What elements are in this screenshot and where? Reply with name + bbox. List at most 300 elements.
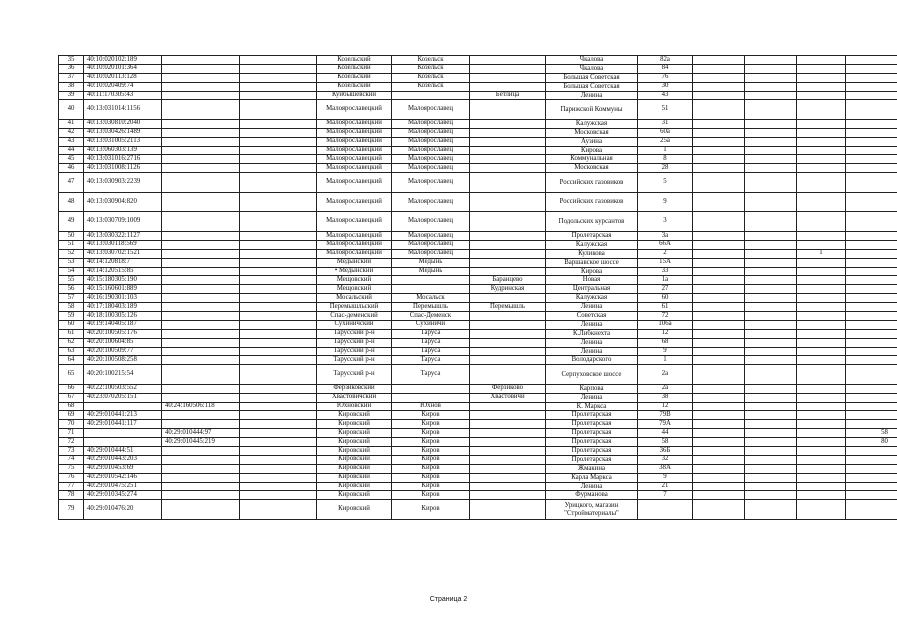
cell-street: Новая	[546, 276, 638, 285]
cell-cadastral-number: 40:19:140405:187	[84, 320, 162, 329]
cell-extra-1	[693, 294, 745, 303]
cell-city: Малоярославец	[392, 240, 470, 249]
table-row	[59, 91, 897, 100]
cell-locality	[470, 64, 546, 73]
cell-locality	[470, 329, 546, 338]
cell-cadastral-number: 40:20:100509:77	[84, 347, 162, 356]
cell-empty	[240, 393, 317, 402]
cell-street: Калужская	[546, 294, 638, 303]
cell-house: 8	[638, 155, 693, 164]
cell-cadastral-number-alt	[162, 294, 240, 303]
cell-extra-3	[797, 464, 846, 473]
cell-city: Козельск	[392, 64, 470, 73]
cell-empty	[240, 128, 317, 137]
cell-district: Малоярославецкий	[317, 155, 392, 164]
cell-house: 33	[638, 267, 693, 276]
cell-extra-1	[693, 173, 745, 193]
cell-row-number: 71	[59, 429, 84, 438]
cell-row-number: 76	[59, 473, 84, 482]
cell-row-number: 48	[59, 192, 84, 212]
cell-cadastral-number-alt	[162, 91, 240, 100]
table-row	[59, 146, 897, 155]
cell-empty	[240, 347, 317, 356]
cell-extra-2	[745, 347, 797, 356]
cell-cadastral-number: 40:29:010441:117	[84, 420, 162, 429]
cell-street: Жмакина	[546, 464, 638, 473]
cell-row-number: 72	[59, 438, 84, 447]
cell-extra-1	[693, 429, 745, 438]
cell-extra-1	[693, 155, 745, 164]
cell-row-number: 68	[59, 402, 84, 411]
cell-empty	[240, 212, 317, 232]
cell-row-number: 77	[59, 482, 84, 491]
cell-empty	[240, 276, 317, 285]
cell-district: Тарусский р-н	[317, 356, 392, 365]
cell-locality: Хвастовичи	[470, 393, 546, 402]
cell-house: 21	[638, 482, 693, 491]
cell-extra-4	[846, 137, 897, 146]
cell-city: Малоярославец	[392, 173, 470, 193]
cell-cadastral-number: 40:29:010475:251	[84, 482, 162, 491]
cell-cadastral-number: 40:13:031008:1126	[84, 164, 162, 173]
cell-street: Пролетарская	[546, 231, 638, 240]
cell-cadastral-number-alt	[162, 128, 240, 137]
cell-locality	[470, 240, 546, 249]
cell-empty	[240, 438, 317, 447]
table-row	[59, 231, 897, 240]
cell-cadastral-number	[84, 402, 162, 411]
cell-cadastral-number-alt	[162, 146, 240, 155]
cell-cadastral-number-alt	[162, 231, 240, 240]
cell-row-number: 39	[59, 91, 84, 100]
table-row	[59, 491, 897, 500]
cell-extra-4	[846, 73, 897, 82]
cell-house: 9	[638, 347, 693, 356]
cell-city: Киров	[392, 411, 470, 420]
cell-district: Юхновский	[317, 402, 392, 411]
cell-extra-3	[797, 438, 846, 447]
cell-street: Московская	[546, 128, 638, 137]
cell-city: Киров	[392, 464, 470, 473]
cell-empty	[240, 464, 317, 473]
cell-empty	[240, 73, 317, 82]
cell-extra-2	[745, 365, 797, 384]
cell-extra-1	[693, 231, 745, 240]
cell-empty	[240, 192, 317, 212]
cell-cadastral-number: 40:13:030426:1489	[84, 128, 162, 137]
cell-locality: Перемышль	[470, 303, 546, 312]
cell-house: 61	[638, 303, 693, 312]
cell-city: Таруса	[392, 338, 470, 347]
cell-empty	[240, 231, 317, 240]
cell-house: 66А	[638, 240, 693, 249]
cell-district: Козельский	[317, 56, 392, 65]
cell-extra-4	[846, 82, 897, 91]
cell-extra-1	[693, 73, 745, 82]
table-row	[59, 365, 897, 384]
cell-row-number: 50	[59, 231, 84, 240]
cell-house: 12	[638, 402, 693, 411]
cell-empty	[240, 82, 317, 91]
cell-extra-4	[846, 338, 897, 347]
cell-house: 2а	[638, 365, 693, 384]
cell-cadastral-number-alt: 40:29:010445:219	[162, 438, 240, 447]
cell-district: Кировский	[317, 455, 392, 464]
table-row	[59, 429, 897, 438]
cell-empty	[240, 173, 317, 193]
cell-row-number: 70	[59, 420, 84, 429]
cell-extra-2	[745, 500, 797, 520]
address-table	[58, 55, 897, 520]
cell-street: Варшавское шоссе	[546, 258, 638, 267]
cell-extra-2	[745, 429, 797, 438]
cell-district: Малоярославецкий	[317, 137, 392, 146]
cell-locality	[470, 420, 546, 429]
cell-extra-3	[797, 173, 846, 193]
cell-city: Киров	[392, 420, 470, 429]
cell-extra-3	[797, 320, 846, 329]
cell-extra-2	[745, 91, 797, 100]
cell-street: Большая Советская	[546, 82, 638, 91]
cell-extra-3	[797, 285, 846, 294]
cell-extra-1	[693, 128, 745, 137]
cell-extra-1	[693, 356, 745, 365]
cell-district: Малоярославецкий	[317, 146, 392, 155]
cell-extra-4	[846, 146, 897, 155]
cell-cadastral-number-alt	[162, 320, 240, 329]
cell-locality	[470, 473, 546, 482]
cell-house: 51	[638, 100, 693, 119]
cell-cadastral-number-alt	[162, 82, 240, 91]
cell-row-number: 73	[59, 446, 84, 455]
cell-cadastral-number: 40:10:020102:189	[84, 56, 162, 65]
cell-extra-1	[693, 438, 745, 447]
cell-extra-4	[846, 420, 897, 429]
cell-city	[392, 393, 470, 402]
cell-empty	[240, 91, 317, 100]
cell-house: 58	[638, 438, 693, 447]
cell-extra-3	[797, 365, 846, 384]
cell-district: Куйбышевский	[317, 91, 392, 100]
cell-empty	[240, 320, 317, 329]
cell-street: Ленина	[546, 338, 638, 347]
cell-district: Козельский	[317, 64, 392, 73]
cell-street: Российских газовиков	[546, 173, 638, 193]
cell-row-number: 47	[59, 173, 84, 193]
cell-row-number: 44	[59, 146, 84, 155]
cell-extra-3	[797, 100, 846, 119]
cell-cadastral-number: 40:13:030903:2239	[84, 173, 162, 193]
cell-extra-2	[745, 464, 797, 473]
cell-house: 1	[638, 146, 693, 155]
cell-extra-4	[846, 276, 897, 285]
cell-extra-4	[846, 384, 897, 393]
cell-extra-1	[693, 455, 745, 464]
cell-cadastral-number-alt	[162, 276, 240, 285]
cell-row-number: 61	[59, 329, 84, 338]
cell-extra-1	[693, 64, 745, 73]
cell-locality	[470, 338, 546, 347]
cell-street: Ленина	[546, 393, 638, 402]
cell-city: Малоярославец	[392, 155, 470, 164]
cell-house: 5	[638, 173, 693, 193]
cell-extra-4	[846, 393, 897, 402]
table-row	[59, 320, 897, 329]
table-row	[59, 446, 897, 455]
cell-cadastral-number-alt	[162, 56, 240, 65]
cell-house: 60а	[638, 128, 693, 137]
cell-extra-3	[797, 258, 846, 267]
cell-locality	[470, 438, 546, 447]
table-row	[59, 285, 897, 294]
cell-cadastral-number-alt	[162, 155, 240, 164]
cell-row-number: 74	[59, 455, 84, 464]
cell-cadastral-number-alt	[162, 119, 240, 128]
cell-extra-3	[797, 276, 846, 285]
cell-extra-3: 1	[797, 249, 846, 258]
cell-empty	[240, 384, 317, 393]
cell-extra-2	[745, 455, 797, 464]
cell-house: 43	[638, 91, 693, 100]
cell-cadastral-number: 40:10:020113:128	[84, 73, 162, 82]
cell-extra-3	[797, 473, 846, 482]
cell-cadastral-number-alt	[162, 249, 240, 258]
cell-cadastral-number: 40:13:031005:2113	[84, 137, 162, 146]
cell-street: Ленина	[546, 320, 638, 329]
cell-city: Киров	[392, 455, 470, 464]
cell-extra-3	[797, 455, 846, 464]
cell-extra-2	[745, 173, 797, 193]
cell-extra-4	[846, 411, 897, 420]
table-row	[59, 119, 897, 128]
cell-district: Тарусский р-н	[317, 329, 392, 338]
cell-locality	[470, 212, 546, 232]
cell-locality: Бетлица	[470, 91, 546, 100]
cell-cadastral-number-alt: 40:24:160506:118	[162, 402, 240, 411]
cell-cadastral-number: 40:13:030702:1521	[84, 249, 162, 258]
table-row	[59, 464, 897, 473]
cell-row-number: 75	[59, 464, 84, 473]
cell-extra-3	[797, 311, 846, 320]
cell-extra-4	[846, 464, 897, 473]
cell-house: 2	[638, 249, 693, 258]
cell-city: Малоярославец	[392, 128, 470, 137]
cell-locality	[470, 258, 546, 267]
cell-cadastral-number-alt: 40:29:010444:97	[162, 429, 240, 438]
cell-district: Ферзиковский	[317, 384, 392, 393]
cell-street: Чкалова	[546, 56, 638, 65]
cell-extra-4	[846, 347, 897, 356]
cell-house: 2а	[638, 384, 693, 393]
cell-cadastral-number-alt	[162, 420, 240, 429]
cell-extra-1	[693, 320, 745, 329]
cell-extra-3	[797, 429, 846, 438]
cell-extra-1	[693, 311, 745, 320]
table-row	[59, 128, 897, 137]
cell-house: 28	[638, 164, 693, 173]
cell-locality	[470, 173, 546, 193]
cell-cadastral-number: 40:16:190301:103	[84, 294, 162, 303]
cell-cadastral-number: 40:29:010542:146	[84, 473, 162, 482]
cell-empty	[240, 473, 317, 482]
table-row	[59, 303, 897, 312]
cell-district: Кировский	[317, 464, 392, 473]
table-row	[59, 384, 897, 393]
cell-locality: Баранцево	[470, 276, 546, 285]
cell-cadastral-number: 40:13:030810:2040	[84, 119, 162, 128]
cell-district: Мещовский	[317, 276, 392, 285]
cell-cadastral-number: 40:18:100305:126	[84, 311, 162, 320]
cell-city: Спас-Деменск	[392, 311, 470, 320]
cell-cadastral-number-alt	[162, 311, 240, 320]
table-row	[59, 192, 897, 212]
cell-house: 25а	[638, 137, 693, 146]
table-row	[59, 100, 897, 119]
cell-cadastral-number-alt	[162, 455, 240, 464]
cell-cadastral-number: 40:13:030322:1127	[84, 231, 162, 240]
cell-locality	[470, 164, 546, 173]
cell-extra-1	[693, 240, 745, 249]
cell-street: Аузина	[546, 137, 638, 146]
cell-cadastral-number: 40:15:180305:190	[84, 276, 162, 285]
cell-extra-3	[797, 119, 846, 128]
cell-house: 9	[638, 192, 693, 212]
cell-extra-1	[693, 267, 745, 276]
cell-street: Пролетарская	[546, 411, 638, 420]
cell-locality	[470, 231, 546, 240]
cell-extra-2	[745, 320, 797, 329]
cell-cadastral-number: 40:29:010453:69	[84, 464, 162, 473]
cell-empty	[240, 56, 317, 65]
cell-street: Пролетарская	[546, 420, 638, 429]
cell-cadastral-number-alt	[162, 100, 240, 119]
cell-street: Урицкого, магазин "Стройматериалы"	[546, 500, 638, 520]
cell-extra-4	[846, 320, 897, 329]
table-row	[59, 64, 897, 73]
cell-extra-1	[693, 249, 745, 258]
cell-street: Пролетарская	[546, 446, 638, 455]
cell-district: Малоярославецкий	[317, 119, 392, 128]
cell-city: Юхнов	[392, 402, 470, 411]
cell-city: Медынь	[392, 267, 470, 276]
table-row	[59, 482, 897, 491]
cell-locality	[470, 464, 546, 473]
cell-extra-2	[745, 303, 797, 312]
cell-city: Козельск	[392, 82, 470, 91]
cell-district: Малоярославецкий	[317, 240, 392, 249]
cell-extra-1	[693, 119, 745, 128]
cell-street: Серпуховское шоссе	[546, 365, 638, 384]
cell-extra-2	[745, 276, 797, 285]
cell-city: Малоярославец	[392, 231, 470, 240]
cell-extra-2	[745, 402, 797, 411]
cell-cadastral-number-alt	[162, 258, 240, 267]
cell-extra-1	[693, 411, 745, 420]
cell-district: Мосальский	[317, 294, 392, 303]
cell-extra-4	[846, 329, 897, 338]
cell-house: 60	[638, 294, 693, 303]
cell-locality	[470, 311, 546, 320]
cell-house: 44	[638, 429, 693, 438]
cell-house: 15А	[638, 258, 693, 267]
cell-district: Малоярославецкий	[317, 231, 392, 240]
cell-extra-1	[693, 464, 745, 473]
cell-street: Кирова	[546, 267, 638, 276]
cell-house: 84	[638, 64, 693, 73]
cell-street: Калужская	[546, 240, 638, 249]
cell-city: Перемышль	[392, 303, 470, 312]
cell-street: К. Маркса	[546, 402, 638, 411]
cell-extra-4	[846, 258, 897, 267]
cell-empty	[240, 500, 317, 520]
cell-city: Малоярославец	[392, 146, 470, 155]
cell-cadastral-number-alt	[162, 464, 240, 473]
cell-extra-3	[797, 303, 846, 312]
table-row	[59, 438, 897, 447]
cell-cadastral-number-alt	[162, 240, 240, 249]
cell-extra-2	[745, 212, 797, 232]
cell-cadastral-number-alt	[162, 473, 240, 482]
table-row	[59, 56, 897, 65]
cell-row-number: 53	[59, 258, 84, 267]
cell-extra-4	[846, 455, 897, 464]
cell-cadastral-number: 40:20:100604:85	[84, 338, 162, 347]
cell-extra-3	[797, 137, 846, 146]
cell-extra-4	[846, 173, 897, 193]
cell-house: 38	[638, 393, 693, 402]
cell-house: 82а	[638, 56, 693, 65]
cell-locality	[470, 137, 546, 146]
cell-empty	[240, 155, 317, 164]
cell-extra-2	[745, 164, 797, 173]
cell-street: Ленина	[546, 91, 638, 100]
cell-street: Пролетарская	[546, 455, 638, 464]
cell-street: Московская	[546, 164, 638, 173]
cell-house: 72	[638, 311, 693, 320]
cell-extra-1	[693, 384, 745, 393]
cell-house: 9	[638, 473, 693, 482]
cell-locality	[470, 500, 546, 520]
cell-extra-3	[797, 420, 846, 429]
cell-empty	[240, 446, 317, 455]
cell-empty	[240, 100, 317, 119]
cell-row-number: 60	[59, 320, 84, 329]
table-row	[59, 500, 897, 520]
cell-extra-3	[797, 212, 846, 232]
cell-extra-2	[745, 329, 797, 338]
cell-row-number: 57	[59, 294, 84, 303]
cell-district: Кировский	[317, 411, 392, 420]
cell-extra-3	[797, 64, 846, 73]
cell-cadastral-number-alt	[162, 347, 240, 356]
cell-extra-2	[745, 82, 797, 91]
cell-cadastral-number-alt	[162, 173, 240, 193]
cell-extra-4	[846, 212, 897, 232]
cell-street: Ленина	[546, 482, 638, 491]
cell-cadastral-number: 40:10:020101:364	[84, 64, 162, 73]
cell-house	[638, 500, 693, 520]
cell-row-number: 51	[59, 240, 84, 249]
cell-extra-3	[797, 356, 846, 365]
cell-extra-2	[745, 294, 797, 303]
cell-locality	[470, 294, 546, 303]
cell-locality	[470, 402, 546, 411]
table-body	[59, 56, 897, 520]
table-row	[59, 402, 897, 411]
cell-extra-3	[797, 231, 846, 240]
cell-extra-3	[797, 393, 846, 402]
cell-cadastral-number: 40:15:160601:889	[84, 285, 162, 294]
